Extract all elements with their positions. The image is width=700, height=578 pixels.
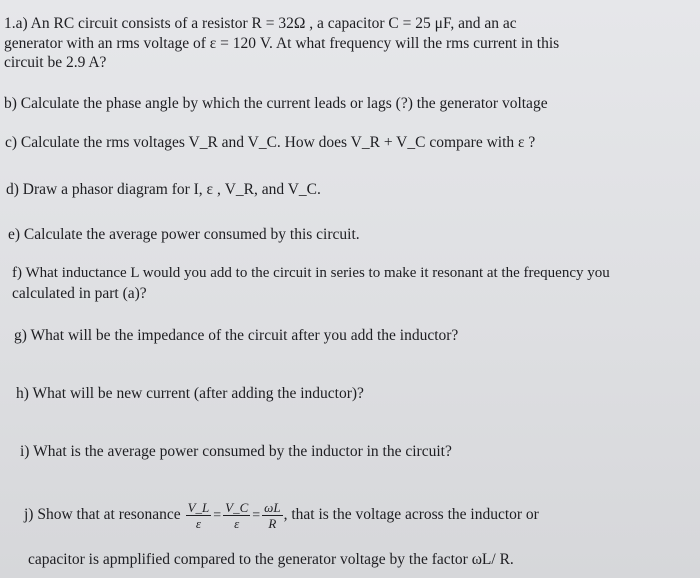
question-i: i) What is the average power consumed by the inductor in the circuit? xyxy=(20,443,452,460)
fraction-2-denominator: ε xyxy=(234,516,240,531)
question-h: h) What will be new current (after adding the inductor)? xyxy=(16,385,364,402)
question-c: c) Calculate the rms voltages V_R and V_C. How does V_R + V_C compare with ε ? xyxy=(5,134,536,151)
question-j-tail: , that is the voltage across the inductor or xyxy=(283,506,539,524)
question-e: e) Calculate the average power consumed by this circuit. xyxy=(8,226,360,243)
question-j-line-1 xyxy=(24,500,539,531)
question-j-line-2: capacitor is apmplified compared to the generator voltage by the factor ωL/ R. xyxy=(28,551,514,568)
question-a-line-2: generator with an rms voltage of ε = 120 V. At what frequency will the rms current in this xyxy=(4,35,560,52)
question-f-line-1: f) What inductance L would you add to the circuit in series to make it resonant at the frequency you xyxy=(12,265,610,281)
question-b: b) Calculate the phase angle by which the current leads or lags (?) the generator voltage xyxy=(4,95,548,112)
fraction-vc-over-emf xyxy=(223,500,250,531)
question-a-line-3: circuit be 2.9 A? xyxy=(4,54,107,71)
fraction-3-denominator: R xyxy=(268,516,277,531)
fraction-omega-l-over-r xyxy=(262,500,282,531)
question-g: g) What will be the impedance of the circuit after you add the inductor? xyxy=(14,327,459,344)
question-a-line-1: 1.a) An RC circuit consists of a resistor R = 32Ω , a capacitor C = 25 μF, and an ac xyxy=(4,15,517,32)
fraction-2-numerator: V_C xyxy=(225,500,249,515)
equals-sign-2: = xyxy=(252,508,261,524)
fraction-1-denominator: ε xyxy=(195,516,201,531)
question-d: d) Draw a phasor diagram for I, ε , V_R, and V_C. xyxy=(6,181,321,198)
question-f-line-2: calculated in part (a)? xyxy=(12,285,147,302)
fraction-1-numerator: V_L xyxy=(187,500,210,515)
fraction-vl-over-emf xyxy=(186,500,212,531)
fraction-3-numerator: ωL xyxy=(264,500,281,515)
equals-sign-1: = xyxy=(213,508,222,524)
question-j-lead: j) Show that at resonance xyxy=(24,506,181,524)
